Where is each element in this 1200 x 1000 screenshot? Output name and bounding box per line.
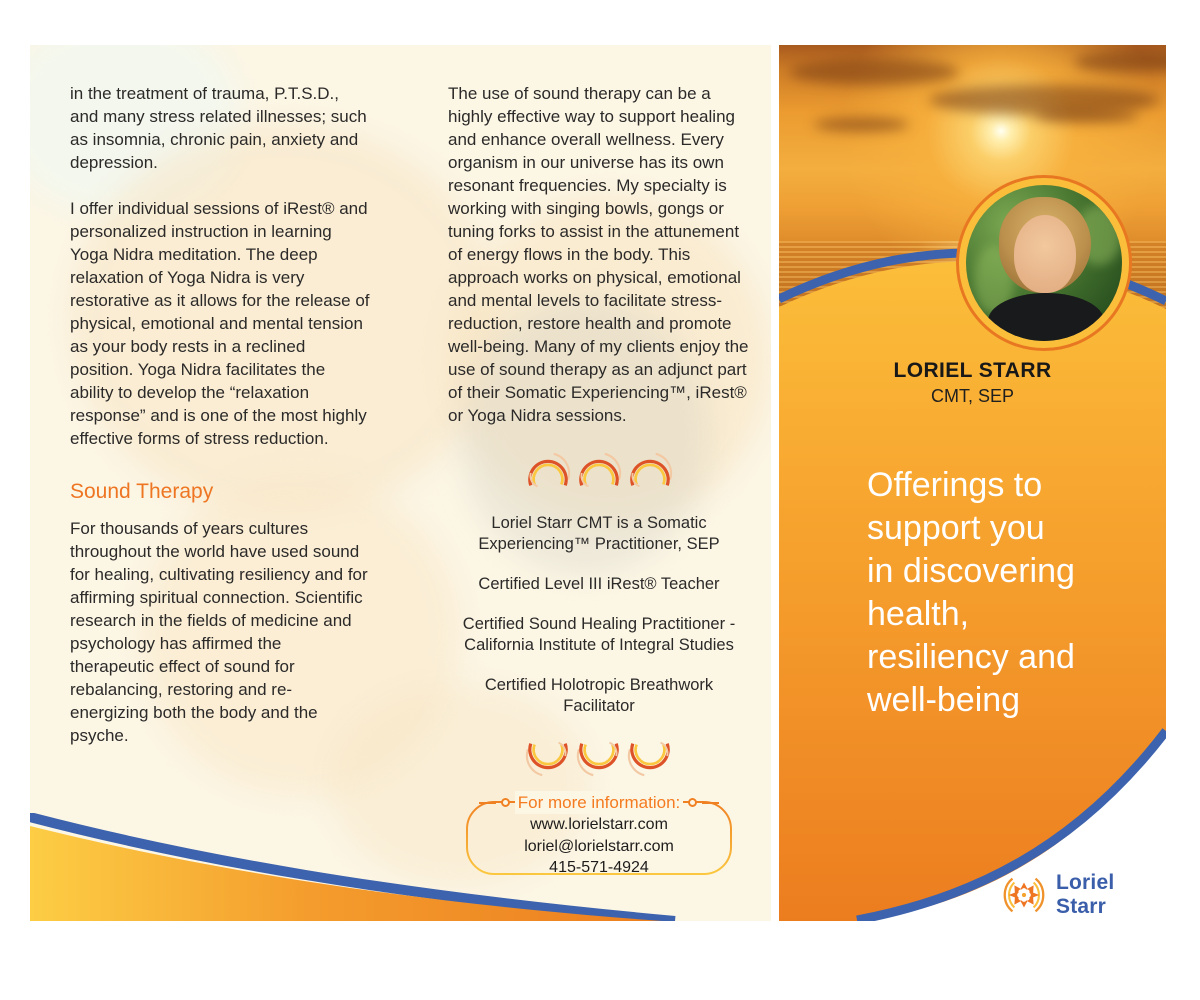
headline-line: Offerings to — [867, 466, 1043, 504]
cover-panel — [779, 45, 1166, 921]
portrait-face — [1014, 215, 1076, 293]
sound-arcs-icon-row-flipped — [448, 735, 750, 779]
headline-line: in discovering — [867, 552, 1075, 590]
starburst-flower-icon — [999, 869, 1049, 921]
middle-column — [448, 82, 750, 875]
portrait-photo — [966, 185, 1122, 341]
credentials-list — [453, 513, 745, 717]
sound-arcs-icon — [627, 735, 673, 779]
sound-arcs-icon — [627, 450, 673, 494]
credential-item: Certified Level III iRest® Teacher — [478, 575, 720, 593]
headline-line: well-being — [867, 681, 1021, 719]
contact-details — [466, 814, 732, 879]
paragraph-trauma: in the treatment of trauma, P.T.S.D., and many stress related illnesses; such as insomnia, chronic pain, anxiety and depression. — [70, 84, 367, 172]
headline-line: resiliency and — [867, 638, 1075, 676]
sound-arcs-icon — [525, 450, 571, 494]
sound-arcs-icon — [525, 735, 571, 779]
phone-text: 415-571-4924 — [549, 859, 649, 876]
credential-item: Certified Holotropic Breathwork Facilitator — [484, 676, 714, 715]
contact-info-box — [466, 793, 732, 876]
email-text: loriel@lorielstarr.com — [524, 837, 674, 855]
title-rule-left — [479, 802, 496, 804]
person-name: LORIEL STARR — [893, 359, 1052, 382]
headline-line: support you — [867, 509, 1045, 547]
contact-box-title: For more information: — [515, 791, 684, 814]
cover-headline — [867, 464, 1075, 722]
title-rule-right — [702, 802, 719, 804]
contact-box-title-row — [448, 791, 750, 814]
portrait-photo-frame — [956, 175, 1132, 351]
headline-line: health, — [867, 595, 970, 633]
paragraph-irest: I offer individual sessions of iRest® and personalized instruction in learning Yoga Nidra meditation. The deep relaxation of Yoga Nidra is very restorative as it allows for the release of physical, emotional and mental tension as your body rests in a reclined position. Yoga Nidra facilitates the ability to develop the “relaxation response” and is one of the most highly effective forms of stress reduction. — [70, 199, 370, 448]
paragraph-sound-therapy: The use of sound therapy can be a highly effective way to support healing and enhance overall wellness. Every organism in our universe has its own resonant frequencies. My specialty is working with singing bowls, gongs or tuning forks to assist in the attunement of energy flows in the body. This approach works on physical, emotional and mental levels to facilitate stress-reduction, restore health and promote well-being. Many of my clients enjoy the use of sound therapy as an adjunct part of their Somatic Experiencing™, iRest® or Yoga Nidra sessions. — [448, 84, 749, 425]
logo-text: Loriel Starr — [1055, 871, 1115, 918]
sound-arcs-icon — [576, 450, 622, 494]
credential-item: Certified Sound Healing Practitioner - California Institute of Integral Studies — [462, 615, 736, 654]
portrait-shirt — [988, 293, 1104, 341]
inside-panels-sheet — [30, 45, 771, 921]
sound-arcs-icon — [576, 735, 622, 779]
sound-arcs-icon-row — [448, 450, 750, 494]
title-dot-left — [501, 798, 510, 807]
left-column — [70, 82, 370, 770]
person-credentials: CMT, SEP — [930, 386, 1014, 406]
sound-therapy-heading: Sound Therapy — [70, 480, 214, 503]
credential-item: Loriel Starr CMT is a Somatic Experiencing™ Practitioner, SEP — [478, 514, 720, 553]
website-text: www.lorielstarr.com — [530, 816, 668, 833]
loriel-starr-logo — [999, 869, 1166, 921]
title-dot-right — [688, 798, 697, 807]
paragraph-sound-history: For thousands of years cultures throughout the world have used sound for healing, cultivating resiliency and for affirming spiritual connection. Scientific research in the fields of medicine and psychology has affirmed the therapeutic effect of sound for rebalancing, restoring and re-energizing both the body and the psyche. — [70, 519, 368, 745]
